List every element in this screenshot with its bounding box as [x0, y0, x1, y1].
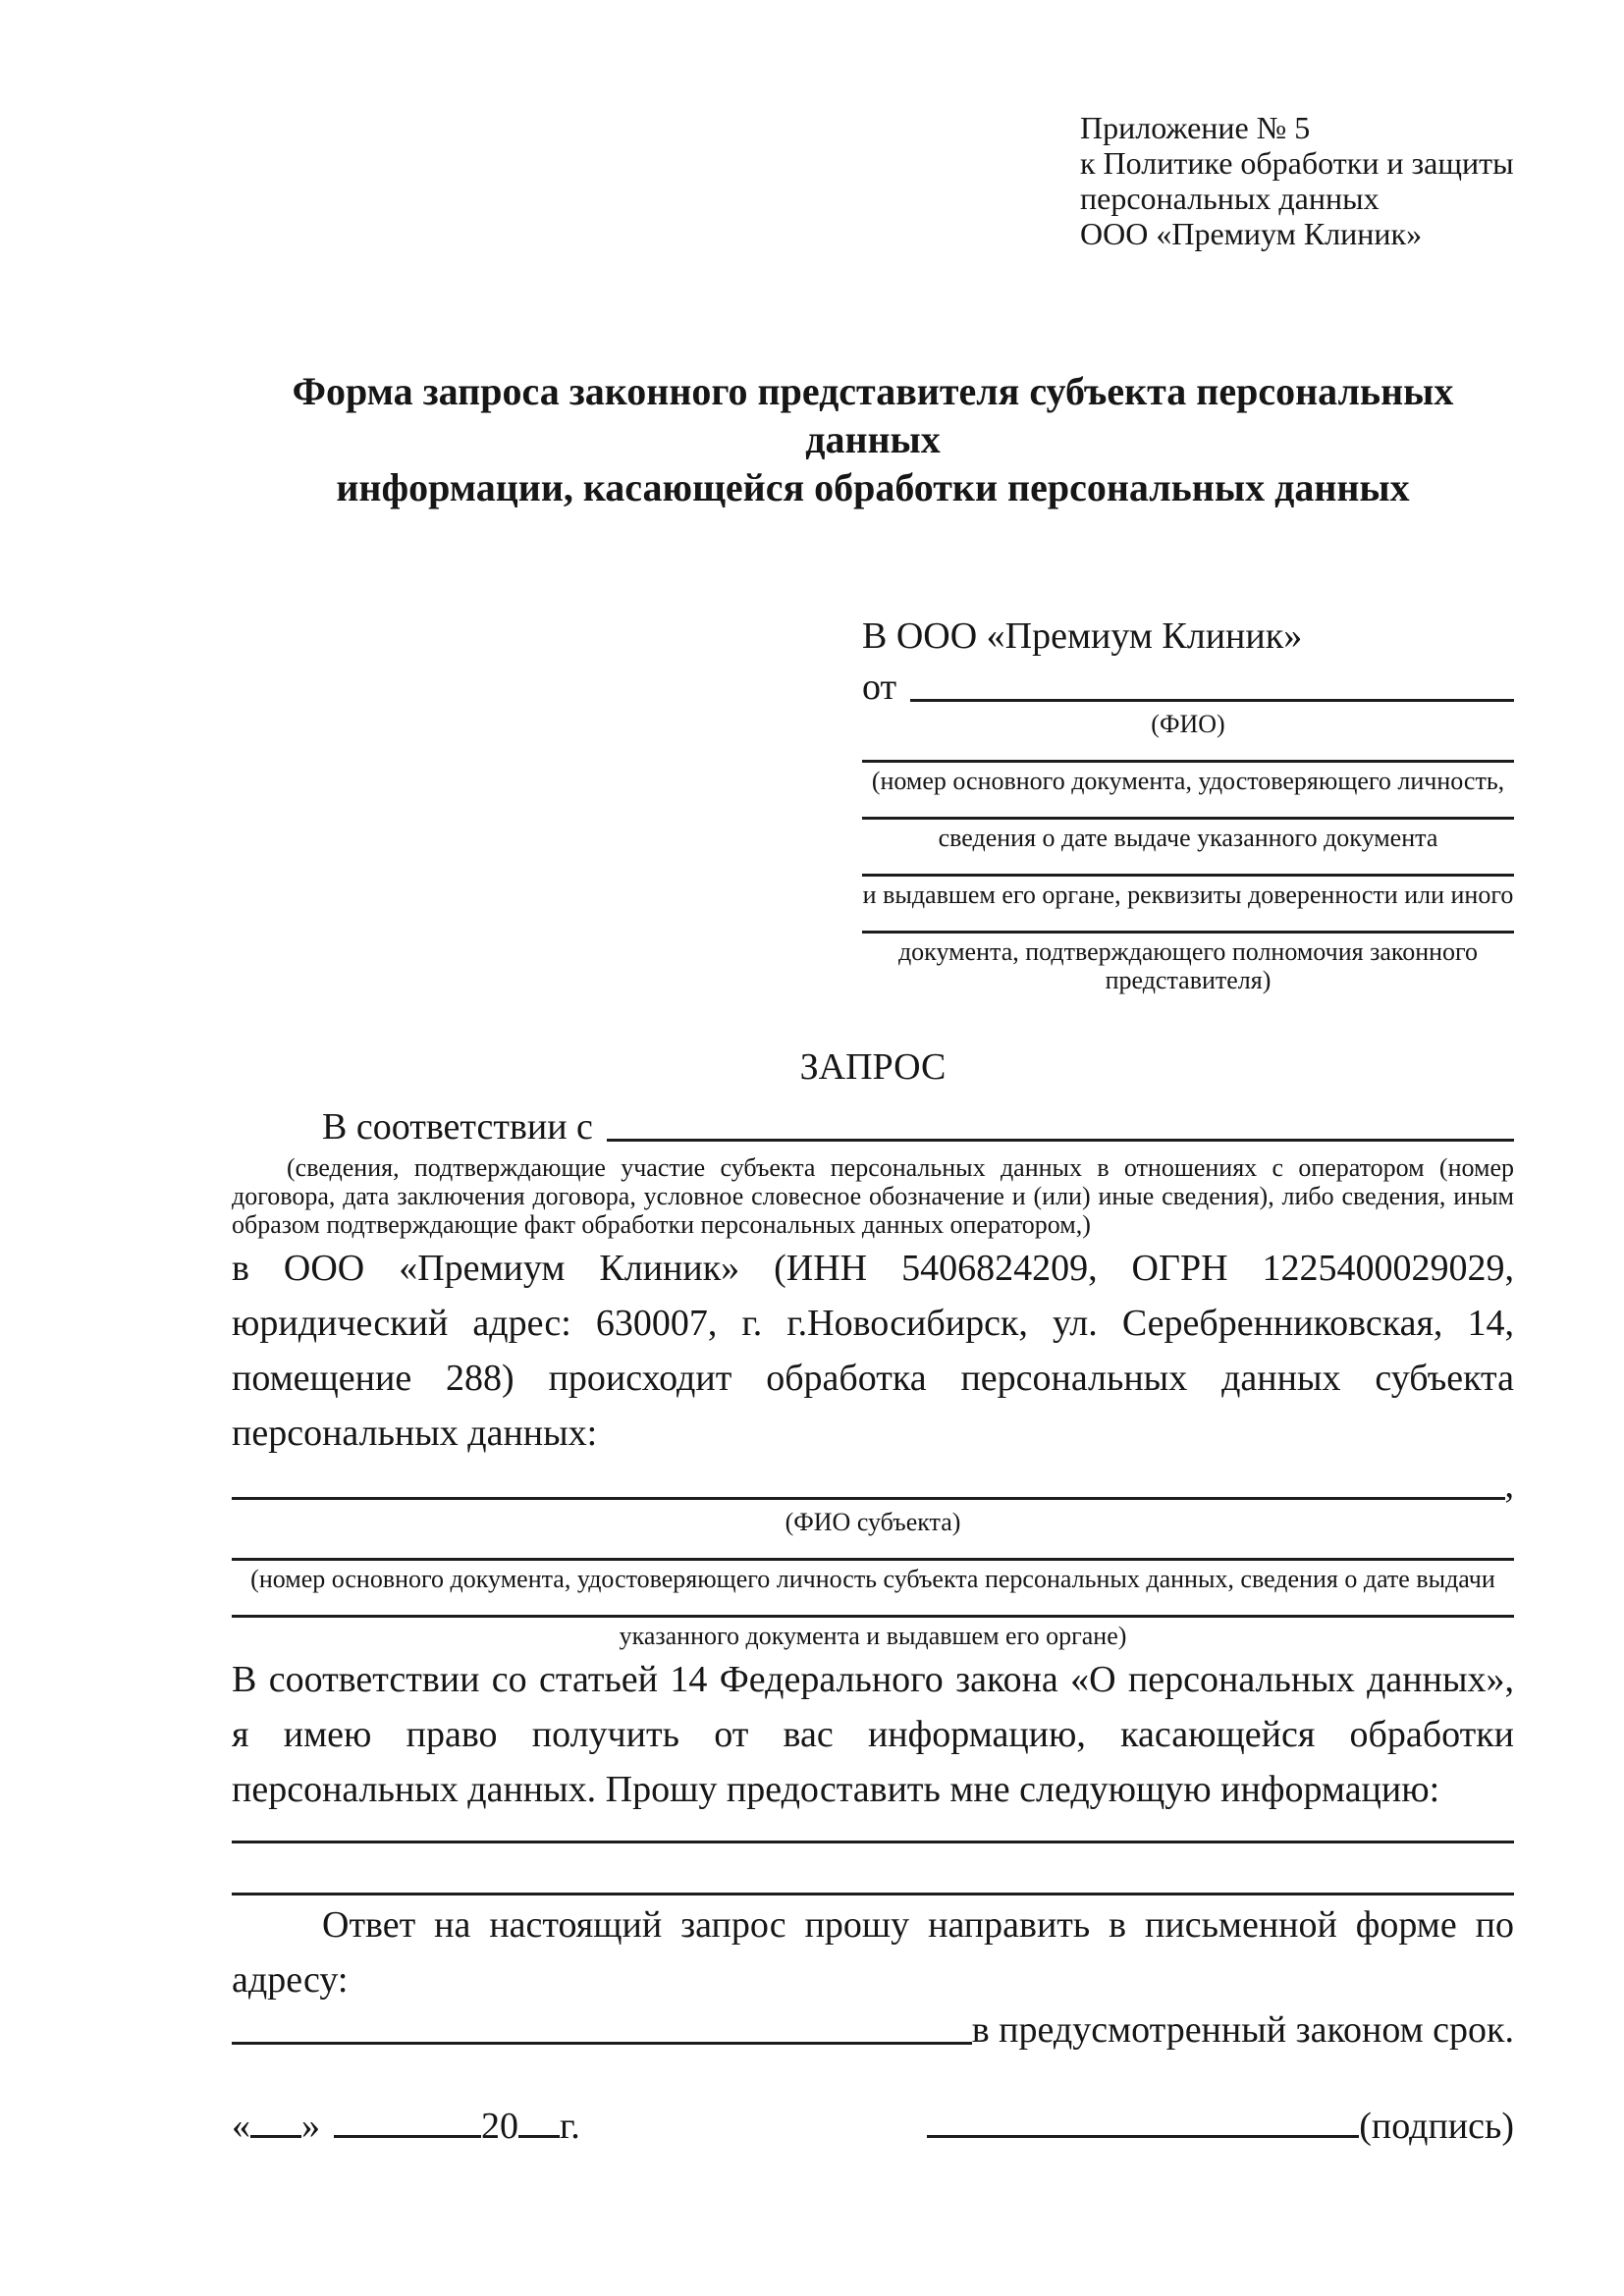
day-blank-line [250, 2133, 301, 2138]
signature-field [927, 2104, 1514, 2149]
form-title [232, 367, 1514, 511]
accordance-field [232, 1104, 1514, 1149]
operator-paragraph: в ООО «Премиум Клиник» (ИНН 5406824209, ОГРН 1225400029029, юридический адрес: 630007, г. г.Новосибирск, ул. Серебренниковская, 14, помещение 288) происходит обработка персональных данных субъекта персональных данных: [232, 1248, 1514, 1454]
subject-doc-field [232, 1615, 1514, 1650]
signature-blank-line [927, 2133, 1359, 2138]
representative-doc-field [862, 874, 1514, 909]
form-title-line-2: информации, касающейся обработки персональных данных [336, 465, 1410, 509]
answer-tail: в предусмотренный законом срок. [971, 2009, 1514, 2051]
signature-caption: (подпись) [1359, 2106, 1514, 2147]
addressee-block [862, 615, 1514, 994]
info-blank-line [232, 1893, 1514, 1896]
year-suffix: г. [560, 2106, 580, 2147]
fio-blank-line [910, 699, 1514, 702]
appendix-line: персональных данных [1080, 181, 1380, 216]
address-blank-line [232, 2042, 972, 2045]
answer-paragraph-line: Ответ на настоящий запрос прошу направить в письменной форме по адресу: [232, 1904, 1514, 2001]
representative-doc-caption: и выдавшем его органе, реквизиты доверенности или иного [862, 881, 1514, 909]
representative-doc-blank-line [862, 760, 1514, 763]
fio-caption: (ФИО) [1151, 710, 1225, 738]
form-title-line-1: Форма запроса законного представителя субъекта персональных данных [292, 369, 1454, 461]
quote-open: « [232, 2106, 250, 2147]
from-field [862, 665, 1514, 710]
month-blank-line [334, 2133, 481, 2138]
representative-doc-field [862, 817, 1514, 852]
subject-doc-caption: указанного документа и выдавшем его органе) [619, 1622, 1127, 1650]
subject-doc-caption: (номер основного документа, удостоверяющего личность субъекта персональных данных, сведения о дате выдачи [250, 1565, 1495, 1593]
representative-doc-blank-line [862, 931, 1514, 934]
representative-doc-field [862, 931, 1514, 994]
date-field [232, 2104, 580, 2149]
subject-doc-blank-line [232, 1558, 1514, 1561]
accordance-blank-line [607, 1139, 1514, 1142]
info-blank-line [232, 1841, 1514, 1843]
subject-doc-field [232, 1558, 1514, 1593]
appendix-line: ООО «Премиум Клиник» [1080, 216, 1423, 251]
subject-fio-blank-line [232, 1497, 1505, 1500]
appendix-line: к Политике обработки и защиты [1080, 145, 1514, 181]
appendix-block [1080, 110, 1514, 251]
from-label: от [862, 667, 897, 708]
request-heading: ЗАПРОС [799, 1046, 947, 1088]
subject-line-comma: , [1504, 1465, 1514, 1506]
signature-row [232, 2104, 1514, 2149]
representative-doc-caption: документа, подтверждающего полномочия законного представителя) [897, 937, 1479, 994]
law-paragraph: В соответствии со статьей 14 Федерального закона «О персональных данных», я имею право получить от вас информацию, касающейся обработки персональных данных. Прошу предоставить мне следующую информацию: [232, 1659, 1514, 1810]
subject-fio-caption: (ФИО субъекта) [785, 1508, 961, 1536]
subject-fio-field [232, 1463, 1514, 1508]
accordance-lead: В соответствии с [322, 1106, 593, 1148]
answer-address-field [232, 2007, 1514, 2053]
accordance-caption: (сведения, подтверждающие участие субъекта персональных данных в отношениях с оператором (номер договора, дата заключения договора, условное словесное обозначение и (или) иные сведения), либо сведения, иным образом подтверждающие факт обработки персональных данных оператором,) [232, 1153, 1514, 1239]
representative-doc-blank-line [862, 874, 1514, 877]
quote-close: » [301, 2106, 320, 2147]
year-prefix: 20 [481, 2106, 518, 2147]
representative-doc-caption: (номер основного документа, удостоверяющего личность, [871, 767, 1505, 795]
subject-doc-blank-line [232, 1615, 1514, 1618]
addressee-organization: В ООО «Премиум Клиник» [862, 615, 1303, 657]
representative-doc-blank-line [862, 817, 1514, 820]
representative-doc-caption: сведения о дате выдаче указанного документа [938, 824, 1438, 852]
representative-doc-field [862, 760, 1514, 795]
year-blank-line [518, 2133, 560, 2138]
appendix-line: Приложение № 5 [1080, 110, 1311, 145]
